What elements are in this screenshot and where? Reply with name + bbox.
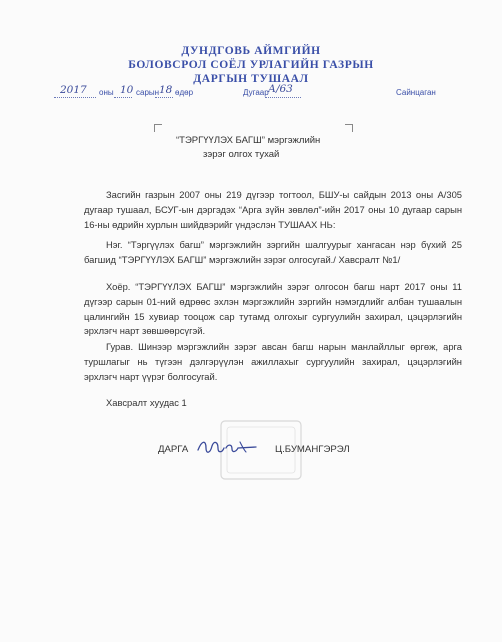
place-label: Сайнцаган xyxy=(396,88,436,97)
subject-line-2: зэрэг олгох тухай xyxy=(203,149,280,160)
day-label: өдөр xyxy=(175,88,194,97)
order-item-1: Нэг. “Тэргүүлэх багш” мэргэжлийн зэргийн шалгуурыг хангасан нэр бүхий 25 багшид “ТЭРГҮҮЛЭХ БАГШ” мэргэжлийн зэрэг олгосугай./ Хавсралт №1/ xyxy=(84,239,462,265)
handwritten-year: 2017 xyxy=(60,84,87,96)
order-item-2: Хоёр. “ТЭРГҮҮЛЭХ БАГШ” мэргэжлийн зэрэг олгосон багш нарт 2017 оны 11 дүгээр сарын 01-ний өдрөөс эхлэн мэргэжлийн зэргийн нэмэгдлийг албан тушаалын цалингийн 15 хувиар тооцож сар тутамд олгохыг сургуулийн захирал, цэцэрлэгийн эрхлэгч нарт зөвшөөрсүгэй. xyxy=(84,281,462,337)
order-item-3: Гурав. Шинээр мэргэжлийн зэрэг авсан багш нарын манлайллыг өргөж, арга туршлагыг нь түгээн дэлгэрүүлэн ажиллахыг сургуулийн захирал, цэцэрлэгийн эрхлэгч нарт үүрэг болгосугай. xyxy=(84,341,462,382)
month-label: сарын xyxy=(136,88,160,97)
number-underline xyxy=(265,97,301,98)
year-label: оны xyxy=(99,88,114,97)
signatory-name: Ц.БУМАНГЭРЭЛ xyxy=(275,444,350,455)
month-underline xyxy=(114,97,132,98)
day-underline xyxy=(155,97,173,98)
attachment-note: Хавсралт хуудас 1 xyxy=(106,397,187,408)
handwritten-day: 18 xyxy=(159,84,173,96)
preamble-paragraph: Засгийн газрын 2007 оны 219 дүгээр тогтоол, БШУ-ы сайдын 2013 оны А/305 дугаар тушаал, БСУГ-ын дэргэдэх “Арга зүйн зөвлөл”-ийн 2017 оны 10 дугаар сарын 16-ны өдрийн хурлын шийдвэрийг үндэслэн ТУШААХ НЬ: xyxy=(84,189,462,230)
subject-corner-left xyxy=(154,124,162,132)
header-line-1: ДУНДГОВЬ АЙМГИЙН xyxy=(181,45,321,57)
number-label: Дугаар xyxy=(243,88,269,97)
signature-title: ДАРГА xyxy=(158,444,189,455)
subject-corner-right xyxy=(345,124,353,132)
header-line-3: ДАРГЫН ТУШААЛ xyxy=(193,73,309,85)
handwritten-signature xyxy=(194,434,264,460)
header-line-2: БОЛОВСРОЛ СОЁЛ УРЛАГИЙН ГАЗРЫН xyxy=(128,59,374,71)
subject-line-1: “ТЭРГҮҮЛЭХ БАГШ” мэргэжлийн xyxy=(176,135,321,146)
handwritten-number: А/63 xyxy=(268,83,293,95)
handwritten-month: 10 xyxy=(120,84,134,96)
year-underline xyxy=(54,97,96,98)
